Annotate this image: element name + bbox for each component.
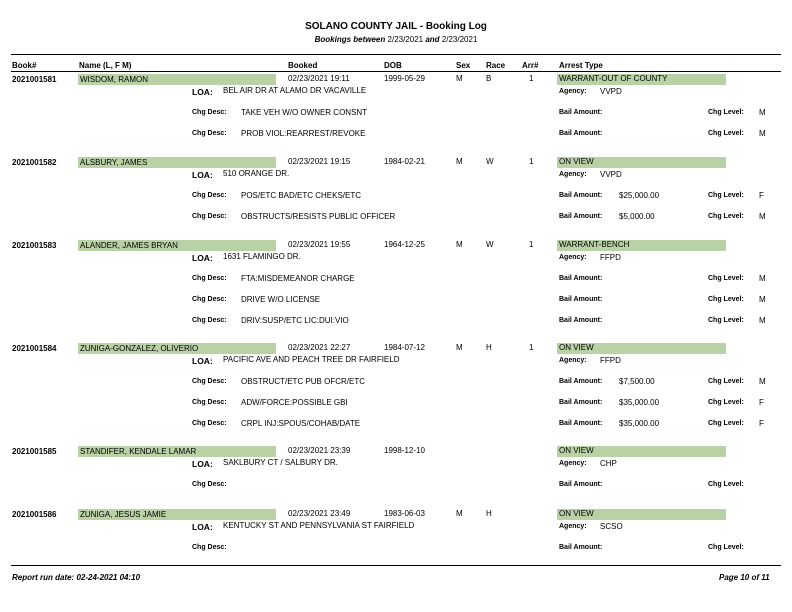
charge-level: M xyxy=(759,129,766,138)
subtitle-and: and xyxy=(425,35,440,44)
booking-number: 2021001586 xyxy=(12,510,57,519)
loa-label: LOA: xyxy=(192,459,213,469)
bail-amount-label: Bail Amount: xyxy=(559,317,603,324)
agency-label: Agency: xyxy=(559,357,587,364)
sex: M xyxy=(456,240,463,249)
date-to: 2/23/2021 xyxy=(441,35,478,44)
race: W xyxy=(486,240,494,249)
chg-desc-label: Chg Desc: xyxy=(192,213,227,220)
location-of-arrest: 1631 FLAMINGO DR. xyxy=(223,252,301,261)
booked-datetime: 02/23/2021 19:15 xyxy=(288,157,351,166)
arrest-type: WARRANT-OUT OF COUNTY xyxy=(559,74,668,83)
charge-description: POS/ETC BAD/ETC CHEKS/ETC xyxy=(241,191,362,200)
arrest-type: ON VIEW xyxy=(559,509,594,518)
bail-amount: $35,000.00 xyxy=(619,398,660,407)
chg-desc-label: Chg Desc: xyxy=(192,399,227,406)
chg-desc-label: Chg Desc: xyxy=(192,192,227,199)
agency-label: Agency: xyxy=(559,523,587,530)
dob: 1983-06-03 xyxy=(384,509,425,518)
loa-label: LOA: xyxy=(192,253,213,263)
sex: M xyxy=(456,157,463,166)
chg-level-label: Chg Level: xyxy=(708,399,744,406)
charge-level: F xyxy=(759,398,764,407)
bail-amount: $5,000.00 xyxy=(619,212,655,221)
bail-amount: $35,000.00 xyxy=(619,419,660,428)
location-of-arrest: SAKLBURY CT / SALBURY DR. xyxy=(223,458,338,467)
arrest-type: ON VIEW xyxy=(559,446,594,455)
location-of-arrest: 510 ORANGE DR. xyxy=(223,169,290,178)
footer-page-number: Page 10 of 11 xyxy=(719,573,770,582)
booked-datetime: 02/23/2021 19:55 xyxy=(288,240,351,249)
charge-description: PROB VIOL:REARREST/REVOKE xyxy=(241,129,366,138)
report-title: SOLANO COUNTY JAIL - Booking Log xyxy=(305,21,487,32)
charge-level: F xyxy=(759,419,764,428)
bail-amount-label: Bail Amount: xyxy=(559,192,603,199)
charge-description: OBSTRUCTS/RESISTS PUBLIC OFFICER xyxy=(241,212,396,221)
bail-amount-label: Bail Amount: xyxy=(559,544,603,551)
chg-desc-label: Chg Desc: xyxy=(192,275,227,282)
booking-number: 2021001583 xyxy=(12,241,57,250)
arrest-number: 1 xyxy=(529,240,534,249)
chg-desc-label: Chg Desc: xyxy=(192,544,227,551)
location-of-arrest: KENTUCKY ST AND PENNSYLVANIA ST FAIRFIELD xyxy=(223,521,415,530)
date-from: 2/23/2021 xyxy=(387,35,424,44)
agency-label: Agency: xyxy=(559,171,587,178)
charge-description: DRIVE W/O LICENSE xyxy=(241,295,321,304)
bail-amount-label: Bail Amount: xyxy=(559,213,603,220)
race: H xyxy=(486,343,492,352)
booked-datetime: 02/23/2021 23:39 xyxy=(288,446,351,455)
bail-amount-label: Bail Amount: xyxy=(559,275,603,282)
bail-amount: $25,000.00 xyxy=(619,191,660,200)
arrest-number: 1 xyxy=(529,74,534,83)
booked-datetime: 02/23/2021 23:49 xyxy=(288,509,351,518)
agency: VVPD xyxy=(600,87,622,96)
sex: M xyxy=(456,74,463,83)
dob: 1999-05-29 xyxy=(384,74,425,83)
loa-label: LOA: xyxy=(192,356,213,366)
dob: 1998-12-10 xyxy=(384,446,425,455)
charge-level: M xyxy=(759,274,766,283)
dob: 1964-12-25 xyxy=(384,240,425,249)
chg-level-label: Chg Level: xyxy=(708,213,744,220)
arrest-type: ON VIEW xyxy=(559,157,594,166)
header-top-rule xyxy=(11,54,781,55)
location-of-arrest: BEL AIR DR AT ALAMO DR VACAVILLE xyxy=(223,86,367,95)
col-name: Name (L, F M) xyxy=(79,61,132,70)
charge-level: M xyxy=(759,377,766,386)
agency: FFPD xyxy=(600,356,621,365)
col-sex: Sex xyxy=(456,61,471,70)
col-booked: Booked xyxy=(288,61,318,70)
charge-description: ADW/FORCE:POSSIBLE GBI xyxy=(241,398,348,407)
charge-level: F xyxy=(759,191,764,200)
booking-number: 2021001585 xyxy=(12,447,57,456)
bail-amount: $7,500.00 xyxy=(619,377,655,386)
header-bottom-rule xyxy=(11,71,781,72)
charge-description: CRPL INJ:SPOUS/COHAB/DATE xyxy=(241,419,361,428)
chg-desc-label: Chg Desc: xyxy=(192,296,227,303)
inmate-name: STANDIFER, KENDALE LAMAR xyxy=(80,447,197,456)
dob: 1984-02-21 xyxy=(384,157,425,166)
arrest-type: WARRANT-BENCH xyxy=(559,240,630,249)
charge-level: M xyxy=(759,316,766,325)
booked-datetime: 02/23/2021 19:11 xyxy=(288,74,350,83)
chg-desc-label: Chg Desc: xyxy=(192,378,227,385)
bail-amount-label: Bail Amount: xyxy=(559,109,603,116)
chg-level-label: Chg Level: xyxy=(708,130,744,137)
bail-amount-label: Bail Amount: xyxy=(559,399,603,406)
col-race: Race xyxy=(486,61,506,70)
agency: SCSO xyxy=(600,522,623,531)
chg-desc-label: Chg Desc: xyxy=(192,481,227,488)
inmate-name: ALANDER, JAMES BRYAN xyxy=(80,241,178,250)
report-subtitle xyxy=(0,35,792,44)
arrest-number: 1 xyxy=(529,157,534,166)
charge-level: M xyxy=(759,295,766,304)
booked-datetime: 02/23/2021 22:27 xyxy=(288,343,351,352)
dob: 1984-07-12 xyxy=(384,343,425,352)
location-of-arrest: PACIFIC AVE AND PEACH TREE DR FAIRFIELD xyxy=(223,355,400,364)
sex: M xyxy=(456,343,463,352)
charge-level: M xyxy=(759,108,766,117)
loa-label: LOA: xyxy=(192,522,213,532)
booking-number: 2021001582 xyxy=(12,158,57,167)
chg-level-label: Chg Level: xyxy=(708,378,744,385)
loa-label: LOA: xyxy=(192,170,213,180)
bail-amount-label: Bail Amount: xyxy=(559,420,603,427)
bail-amount-label: Bail Amount: xyxy=(559,296,603,303)
booking-number: 2021001581 xyxy=(12,75,57,84)
bail-amount-label: Bail Amount: xyxy=(559,378,603,385)
sex: M xyxy=(456,509,463,518)
inmate-name: WISDOM, RAMON xyxy=(80,75,148,84)
col-arrest-type: Arrest Type xyxy=(559,61,603,70)
booking-number: 2021001584 xyxy=(12,344,57,353)
col-dob: DOB xyxy=(384,61,402,70)
bail-amount-label: Bail Amount: xyxy=(559,130,603,137)
race: W xyxy=(486,157,494,166)
charge-level: M xyxy=(759,212,766,221)
chg-desc-label: Chg Desc: xyxy=(192,109,227,116)
loa-label: LOA: xyxy=(192,87,213,97)
chg-level-label: Chg Level: xyxy=(708,317,744,324)
footer-run-date: Report run date: 02-24-2021 04:10 xyxy=(12,573,141,582)
chg-level-label: Chg Level: xyxy=(708,109,744,116)
inmate-name: ZUNIGA-GONZALEZ, OLIVERIO xyxy=(80,344,199,353)
agency-label: Agency: xyxy=(559,460,587,467)
chg-level-label: Chg Level: xyxy=(708,420,744,427)
agency-label: Agency: xyxy=(559,88,587,95)
charge-description: DRIV:SUSP/ETC LIC:DUI:VIO xyxy=(241,316,349,325)
chg-desc-label: Chg Desc: xyxy=(192,420,227,427)
footer-rule xyxy=(11,565,781,566)
col-arr: Arr# xyxy=(522,61,539,70)
inmate-name: ALSBURY, JAMES xyxy=(80,158,148,167)
agency: FFPD xyxy=(600,253,621,262)
subtitle-prefix: Bookings between xyxy=(314,35,386,44)
charge-description: OBSTRUCT/ETC PUB OFCR/ETC xyxy=(241,377,366,386)
chg-desc-label: Chg Desc: xyxy=(192,317,227,324)
chg-level-label: Chg Level: xyxy=(708,192,744,199)
race: B xyxy=(486,74,492,83)
col-book: Book# xyxy=(12,61,37,70)
bail-amount-label: Bail Amount: xyxy=(559,481,603,488)
charge-description: TAKE VEH W/O OWNER CONSNT xyxy=(241,108,368,117)
arrest-number: 1 xyxy=(529,343,534,352)
chg-desc-label: Chg Desc: xyxy=(192,130,227,137)
chg-level-label: Chg Level: xyxy=(708,296,744,303)
chg-level-label: Chg Level: xyxy=(708,275,744,282)
arrest-type: ON VIEW xyxy=(559,343,594,352)
race: H xyxy=(486,509,492,518)
chg-level-label: Chg Level: xyxy=(708,481,744,488)
charge-description: FTA:MISDEMEANOR CHARGE xyxy=(241,274,355,283)
agency: CHP xyxy=(600,459,617,468)
inmate-name: ZUNIGA, JESUS JAMIE xyxy=(80,510,167,519)
chg-level-label: Chg Level: xyxy=(708,544,744,551)
agency-label: Agency: xyxy=(559,254,587,261)
agency: VVPD xyxy=(600,170,622,179)
